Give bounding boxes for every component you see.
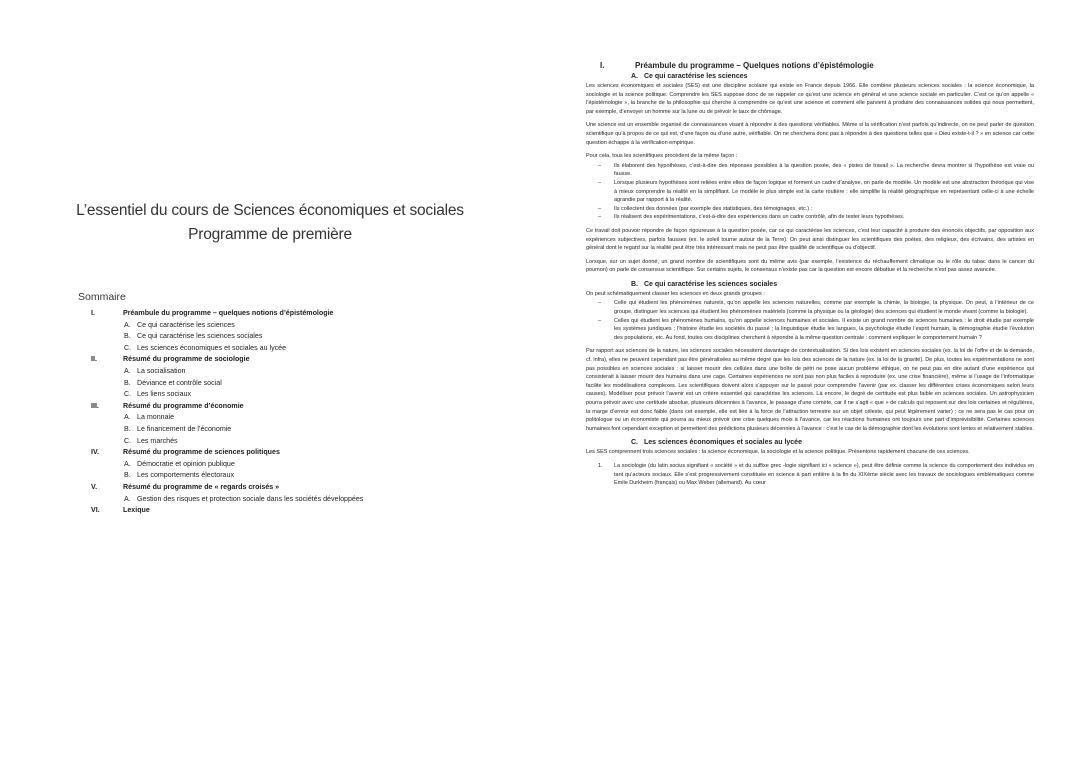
toc-item-label: La monnaie <box>137 413 175 422</box>
toc-section-item[interactable] <box>91 401 511 413</box>
toc-subsection-item[interactable] <box>91 470 511 482</box>
toc-section-item[interactable] <box>91 308 511 320</box>
list-item: – Ils réalisent des expérimentations, c’est-à-dire des expériences dans un cadre contrôlé, afin de tester leurs hypothèses. <box>586 213 1034 222</box>
toc-section-item[interactable] <box>91 447 511 459</box>
toc-item-label: Résumé du programme de sciences politiques <box>123 448 280 457</box>
toc-subsection-item[interactable] <box>91 366 511 378</box>
toc-item-number: VI. <box>91 506 100 515</box>
list-item: – Celles qui étudient les phénomènes humains, qu’on appelle sciences humaines et sociales. Il existe un grand nombre de sciences humaines : le droit étudie par exemple les systèmes juridiques ; l’histoire étudie les sociétés du passé ; la linguistique étudie les langues, la psychologie étudie l’esprit humain, la démographie étudie l’évolution des populations, etc. Au fond, toutes ces disciplines cherchent à répondre à la même question centrale : comment expliquer le comportement humain ? <box>586 317 1034 343</box>
bullet-list-b <box>586 299 1034 342</box>
toc-item-number: C. <box>124 436 132 445</box>
table-of-contents <box>91 308 511 517</box>
toc-item-number: B. <box>124 378 131 387</box>
subsection-heading-c: C. Les sciences économiques et sociales au lycée <box>631 439 802 447</box>
toc-item-label: Déviance et contrôle social <box>137 378 222 387</box>
toc-item-label: Les comportements électoraux <box>137 471 234 480</box>
toc-item-number: A. <box>124 320 131 329</box>
toc-section-item[interactable] <box>91 482 511 494</box>
right-page <box>540 0 1080 763</box>
toc-item-number: A. <box>124 413 131 422</box>
document-subtitle: Programme de première <box>188 226 352 243</box>
toc-item-label: Résumé du programme de « regards croisés » <box>123 482 280 491</box>
toc-item-label: Ce qui caractérise les sciences <box>137 320 235 329</box>
paragraph: Pour cela, tous les scientifiques procèdent de la même façon : <box>586 153 738 160</box>
toc-item-number: C. <box>124 390 132 399</box>
numbered-list-c <box>586 462 1034 488</box>
subsection-heading-a: A. Ce qui caractérise les sciences <box>631 73 748 80</box>
toc-item-number: A. <box>124 459 131 468</box>
toc-subsection-item[interactable] <box>91 343 511 355</box>
toc-item-number: I. <box>91 309 95 317</box>
toc-item-number: III. <box>91 401 99 410</box>
toc-item-number: B. <box>124 424 131 433</box>
toc-item-label: Le financement de l’économie <box>137 424 232 433</box>
list-item: – Celle qui étudient les phénomènes naturels, qu’on appelle les sciences naturelles, comme par exemple la chimie, la biologie, la physique. On peut, à l’intérieur de ce groupe, distinguer les sciences qui étudient les phénomènes matériels (comme la physique ou la géologie) des sciences qui étudient le monde vivant (comme la biologie). <box>586 299 1034 316</box>
toc-item-number: A. <box>124 494 131 503</box>
toc-item-number: V. <box>91 482 98 491</box>
toc-item-label: La socialisation <box>137 366 186 375</box>
document-title: L’essentiel du cours de Sciences économiques et sociales <box>76 202 464 219</box>
paragraph: Les sciences économiques et sociales (SES) est une discipline scolaire qui existe en France depuis 1966. Elle combine plusieurs sciences sociales : la science économique, la sociologie et la science politique. Comprendre les SES suppose donc de se rappeler ce qu’est une science en général et une science sociale en particulier. C’est ce qu’on appelle « l’épistémologie », la branche de la philosophie qui cherche à comprendre ce qu’est une science et comment elle parvient à produire des connaissances solides qui nous permettent, par exemple, d’envoyer un homme sur la lune ou de prévoir le taux de chômage. <box>586 83 1034 115</box>
subsection-heading-b: B. Ce qui caractérise les sciences sociales <box>631 280 778 288</box>
toc-subsection-item[interactable] <box>91 378 511 390</box>
toc-subsection-item[interactable] <box>91 424 511 436</box>
list-item: – Ils élaborent des hypothèses, c’est-à-dire des réponses possibles à la question posée, des « pistes de travail ». La recherche devra montrer si l’hypothèse est vraie ou fausse. <box>586 162 1034 179</box>
paragraph: Ce travail doit pouvoir répondre de façon rigoureuse à la question posée, car ce qui caractérise les sciences, c’est leur capacité à produire des énoncés objectifs, par opposition aux expériences subjectives, parfois fausses (ex. le soleil tourne autour de la Terre). On peut ainsi distinguer les scientifiques des poètes, des religieux, des écrivains, des artistes en général dont le regard sur la réalité peut être très intéressant mais ne peut pas être qualifié de scientifique ou d’objectif. <box>586 227 1034 252</box>
toc-section-item[interactable] <box>91 505 511 517</box>
list-item: – Ils collectent des données (par exemple des statistiques, des témoignages, etc.) ; <box>586 205 1034 214</box>
toc-item-label: Ce qui caractérise les sciences sociales <box>137 332 263 341</box>
toc-item-label: Démocratie et opinion publique <box>137 459 235 468</box>
toc-item-number: IV. <box>91 448 100 457</box>
paragraph: Les SES comprennent trois sciences sociales : la science économique, la sociologie et la science politique. Présentons rapidement chacune de ces sciences. <box>586 449 970 456</box>
bullet-list-a <box>586 162 1034 222</box>
toc-section-item[interactable] <box>91 354 511 366</box>
toc-item-label: Gestion des risques et protection sociale dans les sociétés développées <box>137 494 364 503</box>
toc-item-label: Les sciences économiques et sociales au lycée <box>137 343 287 352</box>
document-body <box>586 60 1034 488</box>
toc-subsection-item[interactable] <box>91 331 511 343</box>
toc-item-number: II. <box>91 355 97 364</box>
toc-item-number: C. <box>124 343 132 352</box>
toc-subsection-item[interactable] <box>91 320 511 332</box>
toc-subsection-item[interactable] <box>91 389 511 401</box>
paragraph: Par rapport aux sciences de la nature, les sciences sociales nécessitent davantage de contextualisation. Si des lois existent en sciences sociales (ex. la loi de l’offre et de la demande, cf. infra), elles ne peuvent cependant pas être généralisées au même degré que les lois des sciences de la nature (ex. la loi de la gravité). De plus, toutes les expérimentations ne sont pas possibles en sciences sociales : si laisser mourir des cellules dans une boîte de pétri ne pose aucun problème éthique, on ne peut pas en dire autant d’une expérience qui consisterait à laisser mourir des humains dans une cage. Certaines expériences ne sont pas non plus faciles à reproduire (ex. une crise financière), même si l’usage de l’informatique facilite les modélisations complexes. Les scientifiques doivent alors s’appuyer sur le passé pour comprendre l’avenir (par ex. classer les différentes crises économiques selon leurs causes). Modéliser pour prévoir l’avenir est un critère essentiel qui caractérise les sciences. Là encore, le degré de certitude est plus faible en sciences sociales. Un astrophysicien pourra prévoir avec une certitude absolue, plusieurs décennies à l’avance, le passage d’une comète, car il ne s’agit « que » de calculs qui reposent sur des lois certaines et régulières, la marge d’erreur est donc faible (dans cet exemple, elle est liée à la force de l’attraction terrestre sur un objet céleste, qui peut légèrement varier) ; ce ne sera pas le cas pour un politologue ou un économiste qui pourra au mieux prévoir une crise quelques mois à l’avance, car les réactions humaines ont toujours une part d’imprévisibilité. Certaines sciences humaines font cependant exception et permettent des prédictions plusieurs décennies à l’avance : c’est le cas de la démographie dont les évolutions sont lentes et relativement stables. <box>586 348 1034 432</box>
toc-item-label: Les marchés <box>137 436 178 445</box>
toc-item-label: Lexique <box>123 506 150 515</box>
section-heading-1: I. Préambule du programme – Quelques notions d’épistémologie <box>600 61 874 70</box>
toc-item-label: Préambule du programme – quelques notions d’épistémologie <box>123 309 334 317</box>
toc-subsection-item[interactable] <box>91 459 511 471</box>
toc-item-number: A. <box>124 366 131 375</box>
toc-item-label: Les liens sociaux <box>137 390 192 399</box>
toc-subsection-item[interactable] <box>91 494 511 506</box>
toc-item-number: B. <box>124 471 131 480</box>
paragraph: Une science est un ensemble organisé de connaissances visant à répondre à des questions vérifiables. Même si la vérification n’est parfois qu’indirecte, on ne peut parler de question scientifique qu’à propos de ce qui est, d’une façon ou d’une autre, vérifiable. On ne cherchera donc pas à répondre à des questions telles que « Dieu existe-t-il ? » en science car cette question échappe à la vérification empirique. <box>586 122 1034 146</box>
toc-subsection-item[interactable] <box>91 412 511 424</box>
toc-item-label: Résumé du programme d’économie <box>123 401 244 410</box>
list-item: 1. La sociologie (du latin socius signifiant « société » et du suffixe grec -logie signifiant ici « science »), peut être définie comme la science du comportement des individus en tant qu’acteurs sociaux. Elle s’est progressivement constituée en science à part entière à la fin du XIXème siècle avec les travaux de sociologues emblématiques comme Emile Durkheim (français) ou Max Weber (allemand). Au cœur <box>598 462 1034 487</box>
paragraph: Lorsque, sur un sujet donné, un grand nombre de scientifiques sont du même avis (par exemple, l’existence du réchauffement climatique ou le rôle du tabac dans le cancer du poumon) on parle de consensus scientifique. Sur certains sujets, le consensus n’existe pas car la question est encore débattue et la recherche n’est pas assez avancée. <box>586 258 1034 274</box>
toc-item-number: B. <box>124 332 131 341</box>
toc-heading: Sommaire <box>78 291 126 303</box>
toc-item-label: Résumé du programme de sociologie <box>123 355 250 364</box>
toc-subsection-item[interactable] <box>91 436 511 448</box>
paragraph: On peut schématiquement classer les sciences en deux grands groupes : <box>586 290 765 297</box>
list-item: – Lorsque plusieurs hypothèses sont reliées entre elles de façon logique et forment un cadre d’analyse, on parle de modèle. Un modèle est une abstraction théorique qui vise à mieux comprendre la réalité en la simplifiant. Le modèle le plus simple est la carte routière : elle simplifie la réalité géographique en représentant celle-ci à une échelle agrandie par rapport à la réalité. <box>586 179 1034 205</box>
